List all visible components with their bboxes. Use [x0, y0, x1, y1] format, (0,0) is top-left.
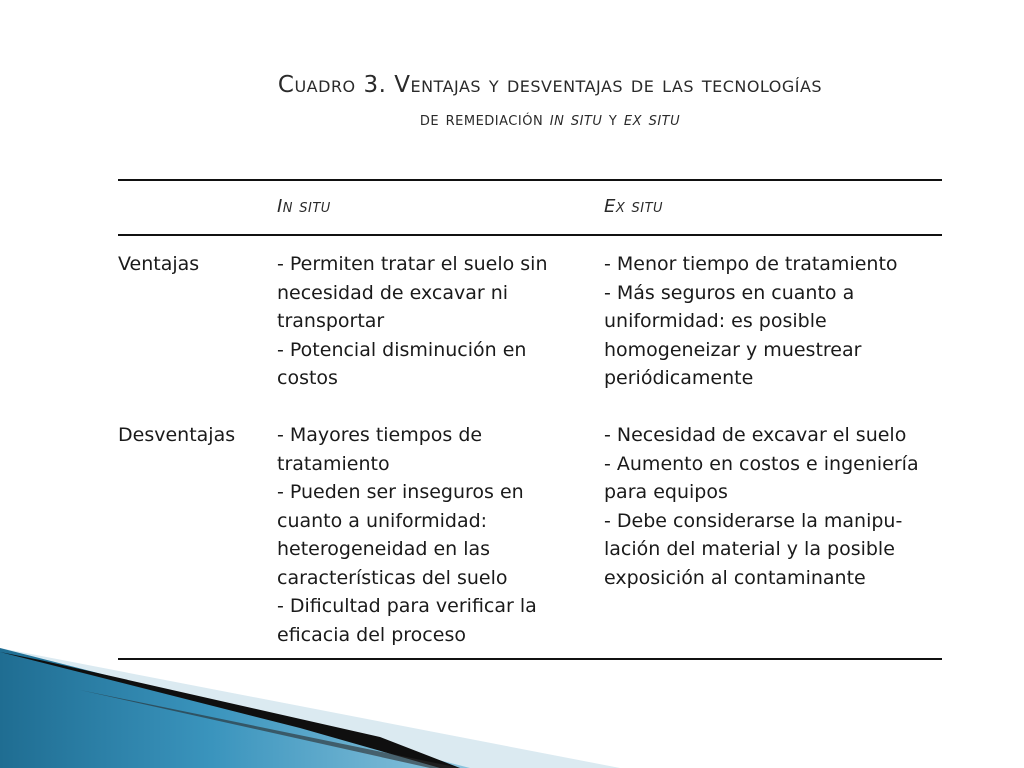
cell-line: - Mayores tiempos de: [277, 424, 483, 446]
cell-line: - Permiten tratar el suelo sin: [277, 253, 548, 275]
cell-line: transportar: [277, 310, 385, 332]
cell-line: - Más seguros en cuanto a: [604, 281, 855, 304]
title-in-situ: in situ: [549, 108, 603, 130]
cell-line: tratamiento: [277, 452, 390, 475]
title-connector: y: [608, 108, 618, 130]
title-ex-situ: ex situ: [623, 108, 681, 130]
column-header-in-situ: In situ: [277, 196, 331, 217]
title-line-2-prefix: de remediación: [419, 108, 544, 130]
cell-line: exposición al contaminante: [604, 566, 866, 589]
table-bottom-rule: [118, 658, 942, 660]
cell-line: cuanto a uniformidad:: [277, 509, 488, 532]
cell-line: homogeneizar y muestrear: [604, 338, 862, 361]
cell-line: - Dificultad para verificar la: [277, 595, 537, 617]
cell-desventajas-in-situ: [277, 421, 537, 649]
cell-line: - Pueden ser inseguros en: [277, 481, 524, 503]
slide-title: [0, 70, 1024, 134]
row-label-desventajas: Desventajas: [118, 424, 236, 446]
column-header-ex-situ: Ex situ: [604, 196, 664, 217]
cell-ventajas-ex-situ: [604, 250, 898, 393]
title-line-1: Cuadro 3. Ventajas y desventajas de las tecnologías: [277, 72, 823, 98]
cell-line: costos: [277, 367, 338, 389]
cell-line: - Menor tiempo de tratamiento: [604, 253, 898, 275]
cell-line: periódicamente: [604, 367, 754, 389]
cell-line: - Aumento en costos e ingeniería: [604, 452, 919, 475]
title-line-2: [0, 104, 1024, 134]
cell-line: heterogeneidad en las: [277, 538, 491, 560]
cell-line: - Potencial disminución en: [277, 338, 527, 361]
table-header-rule: [118, 234, 942, 236]
cell-line: características del suelo: [277, 566, 508, 589]
cell-line: necesidad de excavar ni: [277, 281, 509, 304]
cell-line: lación del material y la posible: [604, 538, 895, 560]
table-top-rule: [118, 179, 942, 181]
row-label-ventajas: Ventajas: [118, 253, 200, 275]
cell-line: - Debe considerarse la manipu-: [604, 509, 903, 532]
cell-desventajas-ex-situ: [604, 421, 919, 592]
cell-line: uniformidad: es posible: [604, 310, 827, 332]
cell-line: eficacia del proceso: [277, 623, 466, 646]
cell-line: para equipos: [604, 481, 728, 503]
cell-ventajas-in-situ: [277, 250, 548, 393]
cell-line: - Necesidad de excavar el suelo: [604, 424, 907, 446]
